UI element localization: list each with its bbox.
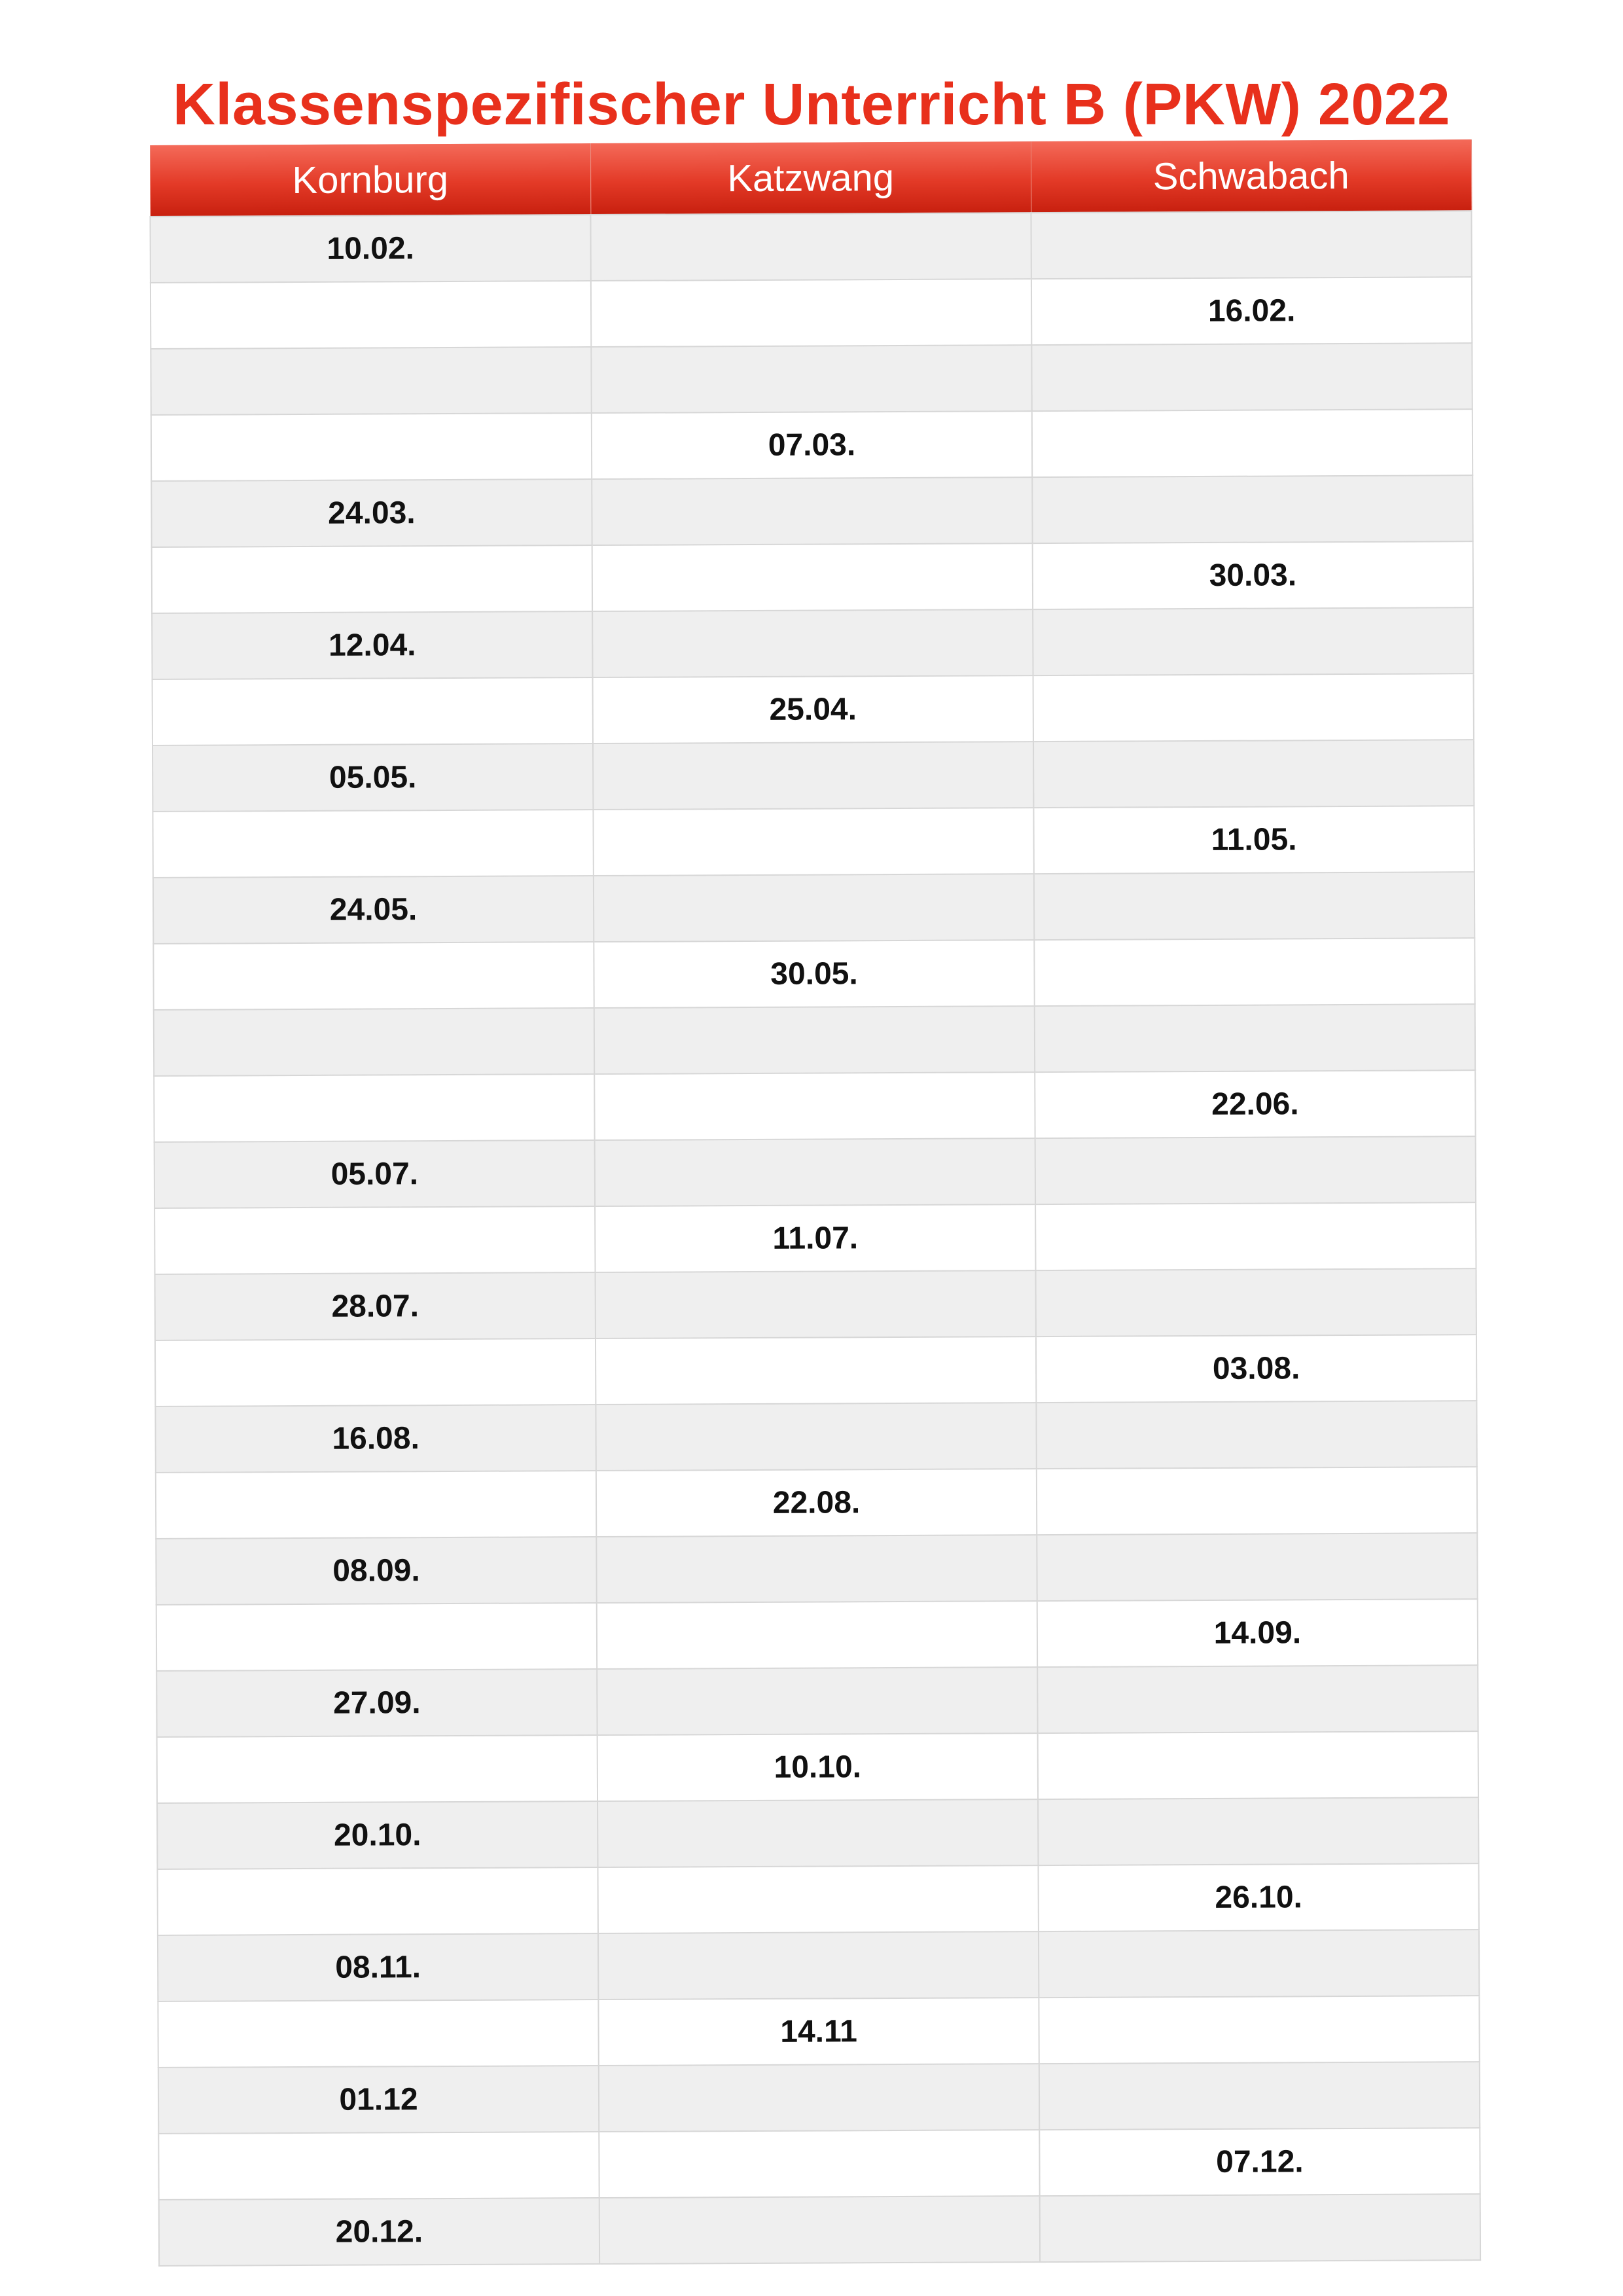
date-cell-kornburg: 27.09.	[156, 1669, 597, 1737]
date-cell-kornburg: 24.03.	[151, 479, 592, 547]
date-cell-schwabach	[1033, 740, 1474, 808]
date-cell-schwabach	[1036, 1268, 1476, 1336]
schedule-table	[149, 139, 1481, 2267]
date-cell-katzwang	[594, 874, 1034, 942]
table-row	[155, 1335, 1476, 1407]
date-cell-katzwang	[590, 213, 1031, 281]
date-cell-katzwang	[594, 1072, 1035, 1140]
date-cell-schwabach	[1040, 2194, 1480, 2262]
date-cell-katzwang	[591, 345, 1031, 413]
table-row	[158, 1929, 1479, 2001]
date-cell-schwabach: 26.10.	[1038, 1863, 1478, 1931]
table-row	[152, 541, 1473, 613]
date-cell-schwabach	[1035, 1202, 1476, 1270]
date-cell-katzwang: 25.04.	[593, 675, 1033, 744]
header-row	[150, 139, 1471, 217]
date-cell-kornburg	[154, 1074, 594, 1142]
date-cell-schwabach	[1036, 1401, 1476, 1469]
table-row	[158, 2128, 1480, 2200]
date-cell-schwabach: 22.06.	[1035, 1070, 1475, 1138]
date-cell-kornburg	[151, 347, 591, 415]
table-row	[154, 1202, 1476, 1274]
table-row	[151, 277, 1472, 349]
date-cell-schwabach	[1033, 607, 1473, 675]
date-cell-kornburg: 10.02.	[150, 215, 590, 283]
date-cell-kornburg	[157, 1867, 597, 1935]
date-cell-schwabach	[1039, 2062, 1480, 2130]
date-cell-schwabach	[1038, 1797, 1478, 1865]
table-row	[151, 409, 1472, 481]
date-cell-katzwang	[592, 609, 1033, 677]
date-cell-kornburg	[156, 1471, 596, 1539]
date-cell-kornburg	[152, 545, 592, 613]
date-cell-kornburg	[158, 2132, 599, 2200]
table-row	[157, 1863, 1478, 1935]
date-cell-katzwang	[597, 1601, 1037, 1669]
date-cell-katzwang	[596, 1403, 1036, 1471]
date-cell-katzwang	[596, 1535, 1037, 1603]
table-row	[156, 1599, 1478, 1671]
date-cell-schwabach: 07.12.	[1039, 2128, 1480, 2196]
date-cell-kornburg	[154, 1206, 595, 1274]
date-cell-katzwang	[597, 1865, 1038, 1933]
date-cell-schwabach: 30.03.	[1033, 541, 1473, 609]
date-cell-schwabach	[1039, 1996, 1479, 2064]
date-cell-katzwang	[597, 1667, 1037, 1735]
table-row	[152, 806, 1474, 878]
date-cell-schwabach	[1033, 673, 1474, 742]
table-row	[151, 343, 1472, 415]
date-cell-schwabach	[1037, 1665, 1478, 1733]
table-row	[158, 2062, 1480, 2134]
date-cell-katzwang	[599, 2196, 1040, 2264]
table-body	[150, 211, 1480, 2266]
date-cell-katzwang	[599, 2130, 1039, 2198]
date-cell-kornburg: 28.07.	[155, 1272, 596, 1340]
date-cell-katzwang	[594, 1006, 1035, 1074]
date-cell-schwabach: 03.08.	[1036, 1335, 1476, 1403]
date-cell-katzwang: 14.11	[598, 1998, 1039, 2066]
date-cell-schwabach	[1032, 475, 1472, 543]
date-cell-schwabach	[1037, 1467, 1477, 1535]
date-cell-katzwang: 07.03.	[592, 411, 1032, 479]
date-cell-kornburg: 16.08.	[155, 1405, 596, 1473]
date-cell-kornburg: 24.05.	[153, 876, 594, 944]
table-row	[150, 211, 1471, 283]
date-cell-kornburg: 12.04.	[152, 611, 592, 679]
table-row	[151, 475, 1472, 547]
column-header-kornburg: Kornburg	[150, 143, 590, 217]
date-cell-kornburg	[154, 1008, 594, 1076]
table-row	[159, 2194, 1480, 2266]
date-cell-kornburg	[151, 281, 591, 349]
page-title: Klassenspezifischer Unterricht B (PKW) 2022	[172, 72, 1451, 137]
date-cell-schwabach	[1035, 1004, 1475, 1072]
date-cell-katzwang	[596, 1336, 1036, 1405]
column-header-schwabach: Schwabach	[1031, 139, 1471, 213]
date-cell-schwabach	[1034, 938, 1474, 1006]
table-row	[156, 1665, 1478, 1737]
date-cell-kornburg: 20.10.	[157, 1801, 597, 1869]
date-cell-schwabach	[1037, 1533, 1477, 1601]
table-row	[154, 1070, 1475, 1142]
date-cell-schwabach	[1031, 343, 1472, 411]
date-cell-schwabach	[1032, 409, 1472, 477]
schedule-table-container	[149, 139, 1480, 2267]
date-cell-katzwang	[599, 2064, 1039, 2132]
date-cell-kornburg	[153, 942, 594, 1010]
date-cell-kornburg: 01.12	[158, 2066, 599, 2134]
date-cell-schwabach: 16.02.	[1031, 277, 1472, 345]
date-cell-kornburg	[151, 413, 592, 481]
table-row	[154, 1136, 1476, 1208]
date-cell-katzwang	[598, 1931, 1039, 2000]
date-cell-kornburg	[157, 1735, 597, 1803]
column-header-katzwang: Katzwang	[590, 141, 1031, 215]
date-cell-katzwang: 22.08.	[596, 1469, 1037, 1537]
date-cell-kornburg: 20.12.	[159, 2198, 599, 2266]
date-cell-katzwang	[596, 1270, 1036, 1338]
date-cell-katzwang: 11.07.	[595, 1204, 1035, 1272]
table-row	[155, 1401, 1476, 1473]
table-row	[155, 1268, 1476, 1340]
date-cell-katzwang	[595, 1138, 1035, 1206]
date-cell-kornburg	[158, 2000, 598, 2068]
date-cell-katzwang	[593, 742, 1033, 810]
date-cell-schwabach: 11.05.	[1033, 806, 1474, 874]
date-cell-katzwang: 10.10.	[597, 1733, 1038, 1801]
date-cell-kornburg: 05.05.	[152, 744, 593, 812]
date-cell-kornburg	[155, 1338, 596, 1407]
table-row	[152, 607, 1473, 679]
table-row	[154, 1004, 1475, 1076]
date-cell-katzwang	[592, 477, 1032, 545]
table-row	[156, 1533, 1477, 1605]
table-row	[158, 1996, 1479, 2068]
date-cell-katzwang	[597, 1799, 1038, 1867]
date-cell-schwabach	[1031, 211, 1471, 279]
date-cell-schwabach	[1034, 872, 1474, 940]
table-header	[150, 139, 1471, 217]
table-row	[153, 938, 1474, 1010]
table-row	[157, 1731, 1478, 1803]
date-cell-kornburg: 05.07.	[154, 1140, 595, 1208]
date-cell-schwabach	[1035, 1136, 1476, 1204]
date-cell-kornburg	[152, 677, 593, 745]
table-row	[152, 673, 1474, 745]
date-cell-katzwang	[593, 808, 1033, 876]
date-cell-schwabach	[1039, 1929, 1479, 1998]
table-row	[153, 872, 1474, 944]
date-cell-schwabach	[1038, 1731, 1478, 1799]
date-cell-katzwang: 30.05.	[594, 940, 1034, 1008]
table-row	[152, 740, 1474, 812]
table-row	[157, 1797, 1478, 1869]
date-cell-kornburg	[152, 810, 593, 878]
date-cell-schwabach: 14.09.	[1037, 1599, 1478, 1667]
date-cell-kornburg	[156, 1603, 597, 1671]
date-cell-katzwang	[592, 543, 1033, 611]
date-cell-katzwang	[591, 279, 1031, 347]
table-row	[156, 1467, 1477, 1539]
date-cell-kornburg: 08.09.	[156, 1537, 596, 1605]
date-cell-kornburg: 08.11.	[158, 1933, 598, 2001]
